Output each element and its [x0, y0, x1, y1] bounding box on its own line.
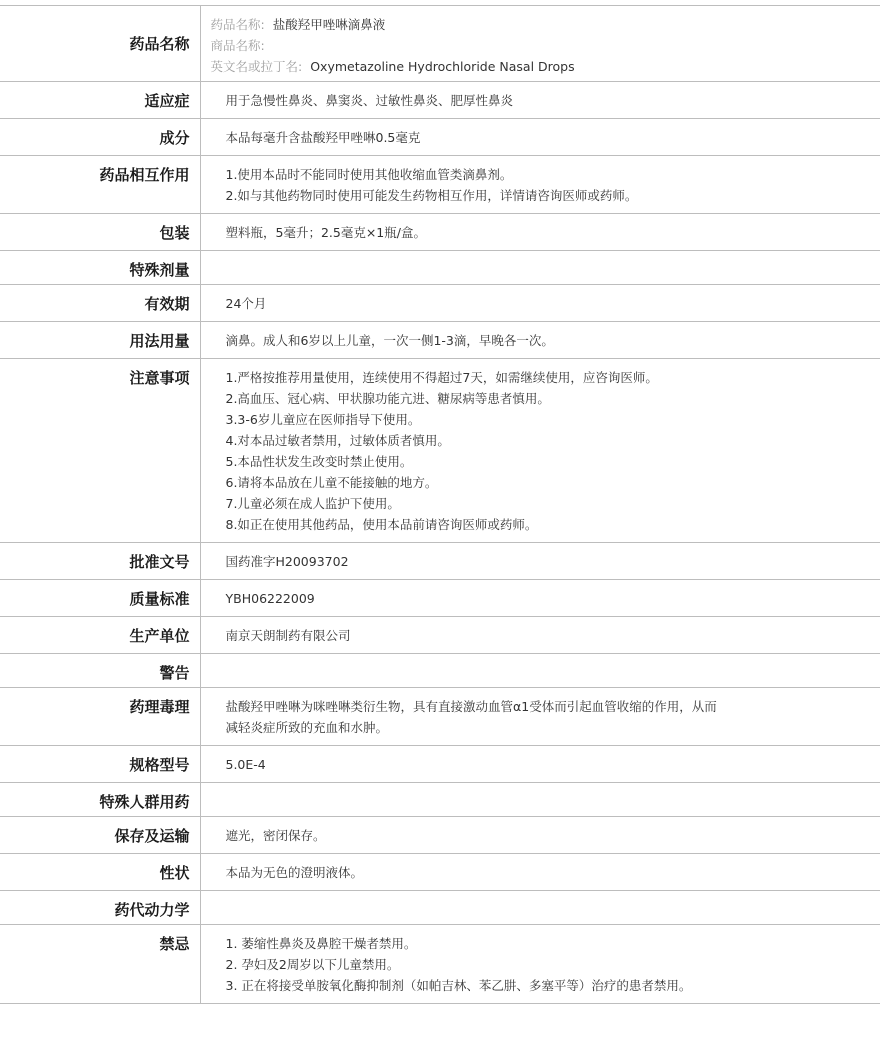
spec-value — [200, 854, 880, 891]
spec-value-line: 国药准字H20093702 — [225, 554, 349, 569]
spec-value-line: 4.对本品过敏者禁用，过敏体质者慎用。 — [225, 433, 450, 448]
spec-row — [0, 854, 880, 891]
spec-label: 规格型号 — [0, 746, 200, 783]
spec-value — [200, 654, 880, 688]
spec-value — [200, 617, 880, 654]
spec-value-line: 6.请将本品放在儿童不能接触的地方。 — [225, 475, 438, 490]
spec-value — [200, 783, 880, 817]
spec-label: 特殊剂量 — [0, 251, 200, 285]
spec-label: 有效期 — [0, 285, 200, 322]
spec-label: 性状 — [0, 854, 200, 891]
spec-row — [0, 251, 880, 285]
spec-value-line: 2. 孕妇及2周岁以下儿童禁用。 — [225, 957, 400, 972]
generic-name-line — [211, 14, 871, 35]
spec-value — [200, 119, 880, 156]
english-name-line — [211, 56, 871, 77]
spec-value-line: 5.本品性状发生改变时禁止使用。 — [225, 454, 413, 469]
spec-label: 药品名称 — [0, 6, 200, 82]
spec-value-line: 本品为无色的澄明液体。 — [225, 865, 364, 880]
spec-value-line: 滴鼻。成人和6岁以上儿童，一次一侧1-3滴，早晚各一次。 — [225, 333, 554, 348]
spec-row — [0, 688, 880, 746]
spec-row — [0, 119, 880, 156]
spec-row — [0, 891, 880, 925]
spec-row-drug-name — [0, 6, 880, 82]
spec-label: 批准文号 — [0, 543, 200, 580]
spec-row — [0, 580, 880, 617]
spec-value — [200, 543, 880, 580]
spec-row — [0, 817, 880, 854]
spec-label: 保存及运输 — [0, 817, 200, 854]
generic-name-value: 盐酸羟甲唑啉滴鼻液 — [272, 17, 386, 32]
trade-name-label: 商品名称: — [210, 38, 265, 53]
spec-value-line: 3. 正在将接受单胺氧化酶抑制剂（如帕吉林、苯乙肼、多塞平等）治疗的患者禁用。 — [225, 978, 692, 993]
spec-row — [0, 359, 880, 543]
trade-name-line — [211, 35, 871, 56]
spec-value — [200, 285, 880, 322]
spec-value — [200, 156, 880, 214]
drug-name-values — [200, 6, 880, 82]
spec-row — [0, 617, 880, 654]
spec-value-line: 用于急慢性鼻炎、鼻窦炎、过敏性鼻炎、肥厚性鼻炎 — [225, 93, 514, 108]
spec-value — [200, 925, 880, 1004]
spec-row — [0, 783, 880, 817]
spec-row — [0, 925, 880, 1004]
spec-label: 用法用量 — [0, 322, 200, 359]
spec-value — [200, 322, 880, 359]
spec-row — [0, 746, 880, 783]
spec-value — [200, 817, 880, 854]
spec-table-body — [0, 6, 880, 1004]
spec-value — [200, 251, 880, 285]
generic-name-label: 药品名称: — [210, 17, 265, 32]
spec-label: 药理毒理 — [0, 688, 200, 746]
spec-value — [200, 359, 880, 543]
spec-row — [0, 654, 880, 688]
drug-spec-table — [0, 5, 880, 1004]
spec-value-line: 2.如与其他药物同时使用可能发生药物相互作用，详情请咨询医师或药师。 — [225, 188, 638, 203]
spec-row — [0, 322, 880, 359]
spec-label: 成分 — [0, 119, 200, 156]
spec-value — [200, 82, 880, 119]
spec-value — [200, 688, 880, 746]
spec-value — [200, 746, 880, 783]
spec-value — [200, 580, 880, 617]
spec-label: 注意事项 — [0, 359, 200, 543]
spec-row — [0, 156, 880, 214]
spec-value-line: 2.高血压、冠心病、甲状腺功能亢进、糖尿病等患者慎用。 — [225, 391, 550, 406]
spec-row — [0, 82, 880, 119]
spec-row — [0, 543, 880, 580]
spec-label: 质量标准 — [0, 580, 200, 617]
spec-label: 包装 — [0, 214, 200, 251]
english-name-value: Oxymetazoline Hydrochloride Nasal Drops — [310, 59, 575, 74]
spec-label: 警告 — [0, 654, 200, 688]
spec-value-line: 减轻炎症所致的充血和水肿。 — [225, 720, 389, 735]
spec-value-line: 24个月 — [225, 296, 267, 311]
spec-value-line: 塑料瓶，5毫升；2.5毫克×1瓶/盒。 — [225, 225, 426, 240]
spec-row — [0, 285, 880, 322]
spec-value-line: 本品每毫升含盐酸羟甲唑啉0.5毫克 — [225, 130, 421, 145]
spec-label: 禁忌 — [0, 925, 200, 1004]
spec-value-line: 遮光，密闭保存。 — [225, 828, 326, 843]
spec-label: 药品相互作用 — [0, 156, 200, 214]
spec-value-line: YBH06222009 — [225, 591, 315, 606]
spec-value-line: 南京天朗制药有限公司 — [225, 628, 351, 643]
spec-value — [200, 214, 880, 251]
spec-label: 特殊人群用药 — [0, 783, 200, 817]
spec-value-line: 8.如正在使用其他药品，使用本品前请咨询医师或药师。 — [225, 517, 538, 532]
spec-value-line: 1. 萎缩性鼻炎及鼻腔干燥者禁用。 — [225, 936, 417, 951]
spec-label: 生产单位 — [0, 617, 200, 654]
spec-value-line: 1.使用本品时不能同时使用其他收缩血管类滴鼻剂。 — [225, 167, 513, 182]
spec-value-line: 盐酸羟甲唑啉为咪唑啉类衍生物，具有直接激动血管α1受体而引起血管收缩的作用，从而 — [225, 699, 717, 714]
spec-label: 药代动力学 — [0, 891, 200, 925]
spec-value-line: 5.0E-4 — [225, 757, 266, 772]
spec-value-line: 3.3-6岁儿童应在医师指导下使用。 — [225, 412, 421, 427]
spec-label: 适应症 — [0, 82, 200, 119]
english-name-label: 英文名或拉丁名: — [210, 59, 303, 74]
spec-row — [0, 214, 880, 251]
spec-value-line: 7.儿童必须在成人监护下使用。 — [225, 496, 400, 511]
spec-value — [200, 891, 880, 925]
spec-value-line: 1.严格按推荐用量使用，连续使用不得超过7天，如需继续使用，应咨询医师。 — [225, 370, 658, 385]
